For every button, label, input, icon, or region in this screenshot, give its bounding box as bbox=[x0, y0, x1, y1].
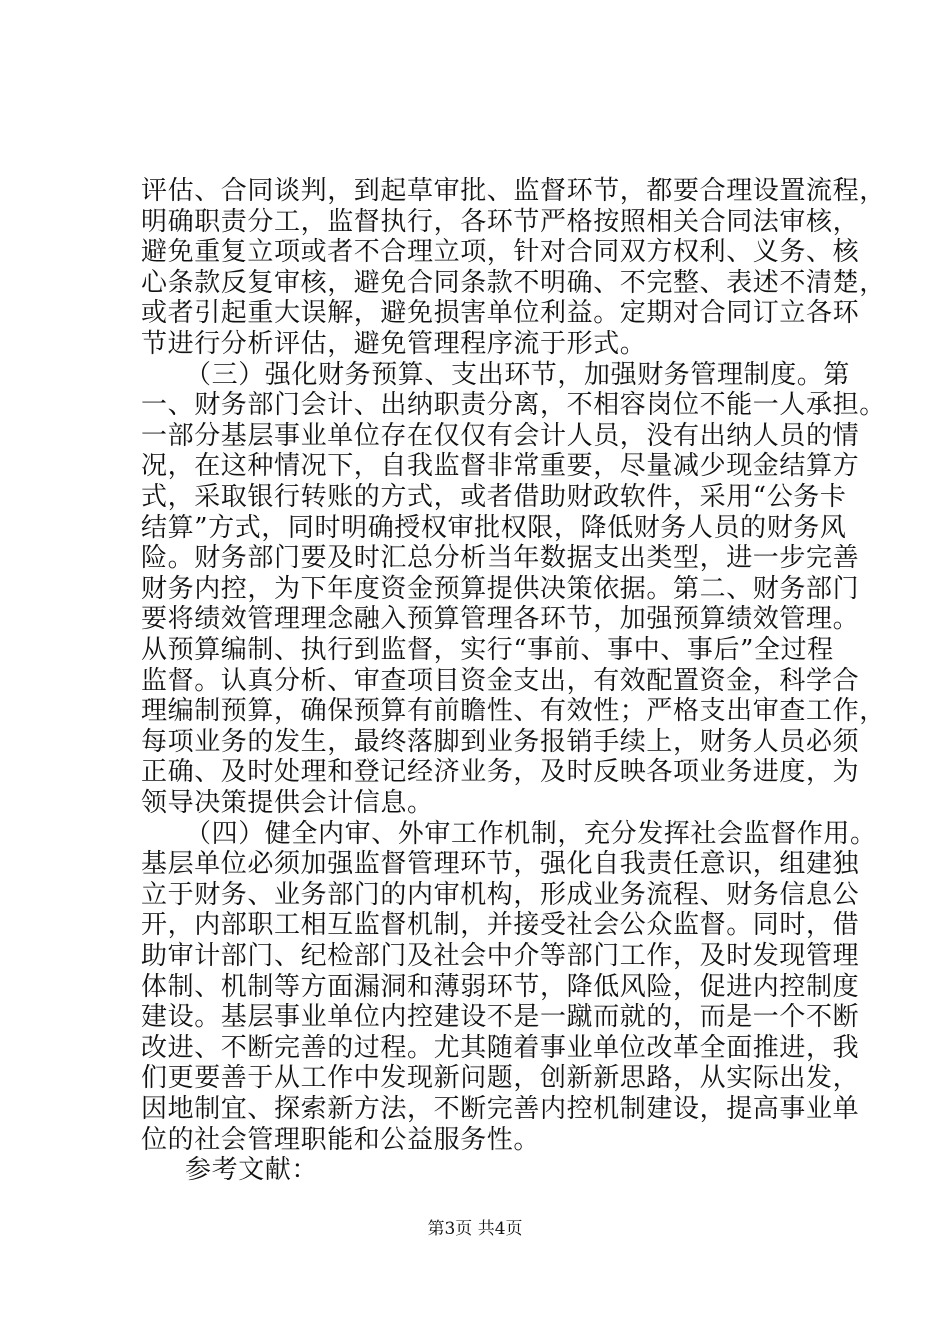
body-text-line: 们更要善于从工作中发现新问题，创新新思路，从实际出发， bbox=[141, 1063, 860, 1094]
body-text-line: 险。财务部门要及时汇总分析当年数据支出类型，进一步完善 bbox=[141, 543, 860, 574]
body-text-line: 每项业务的发生，最终落脚到业务报销手续上，财务人员必须 bbox=[141, 726, 860, 757]
body-text-line: 基层单位必须加强监督管理环节，强化自我责任意识，组建独 bbox=[141, 849, 860, 880]
body-text-line: 理编制预算，确保预算有前瞻性、有效性；严格支出审查工作， bbox=[141, 696, 886, 727]
body-text-line: 从预算编制、执行到监督，实行“事前、事中、事后”全过程 bbox=[141, 635, 834, 665]
section-heading-line: （三）强化财务预算、支出环节，加强财务管理制度。第 bbox=[185, 359, 851, 390]
body-text-line: 监督。认真分析、审查项目资金支出，有效配置资金，科学合 bbox=[141, 665, 860, 696]
body-text-line: 开，内部职工相互监督机制，并接受社会公众监督。同时，借 bbox=[141, 910, 860, 941]
references-heading: 参考文献： bbox=[185, 1155, 319, 1186]
body-text-line: 建设。基层事业单位内控建设不是一蹴而就的，而是一个不断 bbox=[141, 1002, 860, 1033]
body-text-line: 改进、不断完善的过程。尤其随着事业单位改革全面推进，我 bbox=[141, 1032, 860, 1063]
body-text-line: 助审计部门、纪检部门及社会中介等部门工作，及时发现管理 bbox=[141, 941, 860, 971]
body-text-line: 财务内控，为下年度资金预算提供决策依据。第二、财务部门 bbox=[141, 573, 860, 604]
body-text-line: 体制、机制等方面漏洞和薄弱环节，降低风险，促进内控制度 bbox=[141, 971, 860, 1002]
body-text-line: 因地制宜、探索新方法，不断完善内控机制建设，提高事业单 bbox=[141, 1094, 860, 1124]
body-text-line: 况，在这种情况下，自我监督非常重要，尽量减少现金结算方 bbox=[141, 451, 860, 482]
body-text-line: 节进行分析评估，避免管理程序流于形式。 bbox=[141, 329, 647, 359]
body-text-line: 领导决策提供会计信息。 bbox=[141, 788, 434, 818]
body-text-line: 一部分基层事业单位存在仅仅有会计人员，没有出纳人员的情 bbox=[141, 420, 860, 451]
body-text-line: 避免重复立项或者不合理立项，针对合同双方权利、义务、核 bbox=[141, 237, 860, 268]
body-text-line: 评估、合同谈判，到起草审批、监督环节，都要合理设置流程， bbox=[141, 176, 886, 206]
body-text-line: 立于财务、业务部门的内审机构，形成业务流程、财务信息公 bbox=[141, 879, 860, 910]
body-text-line: 式，采取银行转账的方式，或者借助财政软件，采用“公务卡 bbox=[141, 482, 847, 512]
body-text-line: 心条款反复审核，避免合同条款不明确、不完整、表述不清楚， bbox=[141, 267, 886, 298]
body-text-line: 一、财务部门会计、出纳职责分离，不相容岗位不能一人承担。 bbox=[141, 390, 886, 421]
body-text-line: 结算”方式，同时明确授权审批权限，降低财务人员的财务风 bbox=[141, 512, 847, 543]
body-text-line: 或者引起重大误解，避免损害单位利益。定期对合同订立各环 bbox=[141, 298, 860, 329]
section-heading-line: （四）健全内审、外审工作机制，充分发挥社会监督作用。 bbox=[185, 818, 877, 849]
body-text-line: 明确职责分工，监督执行，各环节严格按照相关合同法审核， bbox=[141, 206, 860, 237]
body-text-line: 正确、及时处理和登记经济业务，及时反映各项业务进度，为 bbox=[141, 757, 860, 788]
body-text-line: 位的社会管理职能和公益服务性。 bbox=[141, 1124, 541, 1155]
page-footer: 第3页 共4页 bbox=[427, 1219, 523, 1239]
body-text-line: 要将绩效管理理念融入预算管理各环节，加强预算绩效管理。 bbox=[141, 604, 860, 635]
